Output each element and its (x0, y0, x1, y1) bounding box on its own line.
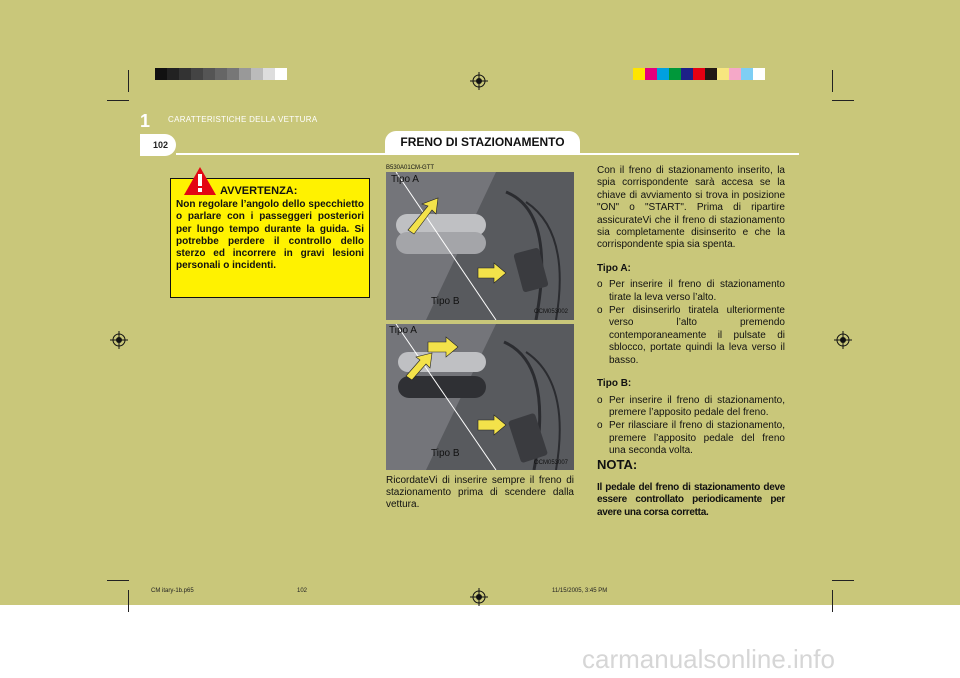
figure-caption: RicordateVi di inserire sempre il freno di stazionamento prima di scendere dalla vettura. (386, 475, 574, 510)
color-bar (633, 68, 765, 80)
document-code: B530A01CM-GTT (386, 165, 435, 171)
crop-mark (128, 70, 129, 92)
list-item: o Per rilasciare il freno di stazionamento, premere l’apposito pedale del freno una seconda volta. (597, 420, 785, 457)
figure-parking-brake-1 (386, 172, 574, 320)
figure-code: OCM053007 (534, 460, 569, 466)
list-item: o Per inserire il freno di stazionamento tirate la leva verso l’alto. (597, 279, 785, 303)
watermark: carmanualsonline.info (582, 644, 835, 674)
figure-code: OCM053002 (534, 309, 569, 315)
figure-label-tipo-a: Tipo A (391, 174, 419, 185)
footer-page: 102 (297, 588, 308, 594)
tipo-a-heading: Tipo A: (597, 262, 631, 274)
footer-file: CM itary-1b.p65 (151, 588, 194, 594)
section-title: FRENO DI STAZIONAMENTO (385, 131, 580, 153)
crop-mark (832, 100, 854, 101)
crop-mark (128, 590, 129, 612)
registration-mark-icon (470, 588, 488, 606)
footer-date: 11/15/2005, 3:45 PM (552, 588, 608, 594)
body-text-column (597, 165, 785, 530)
registration-mark-icon (834, 331, 852, 349)
chapter-number: 1 (140, 111, 151, 131)
warning-title: AVVERTENZA: (220, 185, 298, 197)
crop-mark (107, 100, 129, 101)
crop-mark (832, 70, 833, 92)
list-item: o Per disinserirlo tiratela ulteriormente verso l’alto premendo contemporaneamente il pulsate di sblocco, portate quindi la leva verso il basso. (597, 305, 785, 366)
figure-parking-brake-2 (386, 324, 574, 470)
intro-paragraph: Con il freno di stazionamento inserito, la spia corrispondente sarà accesa se la chiave di avviamento si trova in posizione "ON" o "START". Prima di ripartire assicurateVi che il freno di stazionamento sia completamente disinserito e che la corrispondente spia sia spenta. (597, 165, 785, 251)
tipo-b-heading: Tipo B: (597, 378, 632, 390)
page-number: 102 (153, 140, 169, 150)
crop-mark (832, 580, 854, 581)
warning-triangle-icon (183, 166, 217, 196)
nota-title: NOTA: (597, 456, 638, 472)
crop-mark (107, 580, 129, 581)
registration-mark-icon (110, 331, 128, 349)
registration-mark-icon (470, 72, 488, 90)
crop-mark (832, 590, 833, 612)
figure-label-tipo-a: Tipo A (389, 325, 417, 336)
header-rule (176, 153, 799, 155)
grayscale-bar (155, 68, 287, 80)
nota-text: Il pedale del freno di stazionamento deve essere controllato periodicamente per avere una corsa corretta. (597, 481, 785, 518)
figure-label-tipo-b: Tipo B (431, 296, 460, 307)
chapter-title: CARATTERISTICHE DELLA VETTURA (168, 115, 318, 124)
list-item: o Per inserire il freno di stazionamento, premere l’apposito pedale del freno. (597, 394, 785, 418)
figure-label-tipo-b: Tipo B (431, 448, 460, 459)
warning-text: Non regolare l’angolo dello specchietto o parlare con i passeggeri posteriori per lungo tempo durante la guida. Si potrebbe perdere il controllo dello sterzo ed incorrere in gravi lesioni personali o incidenti. (176, 199, 364, 272)
